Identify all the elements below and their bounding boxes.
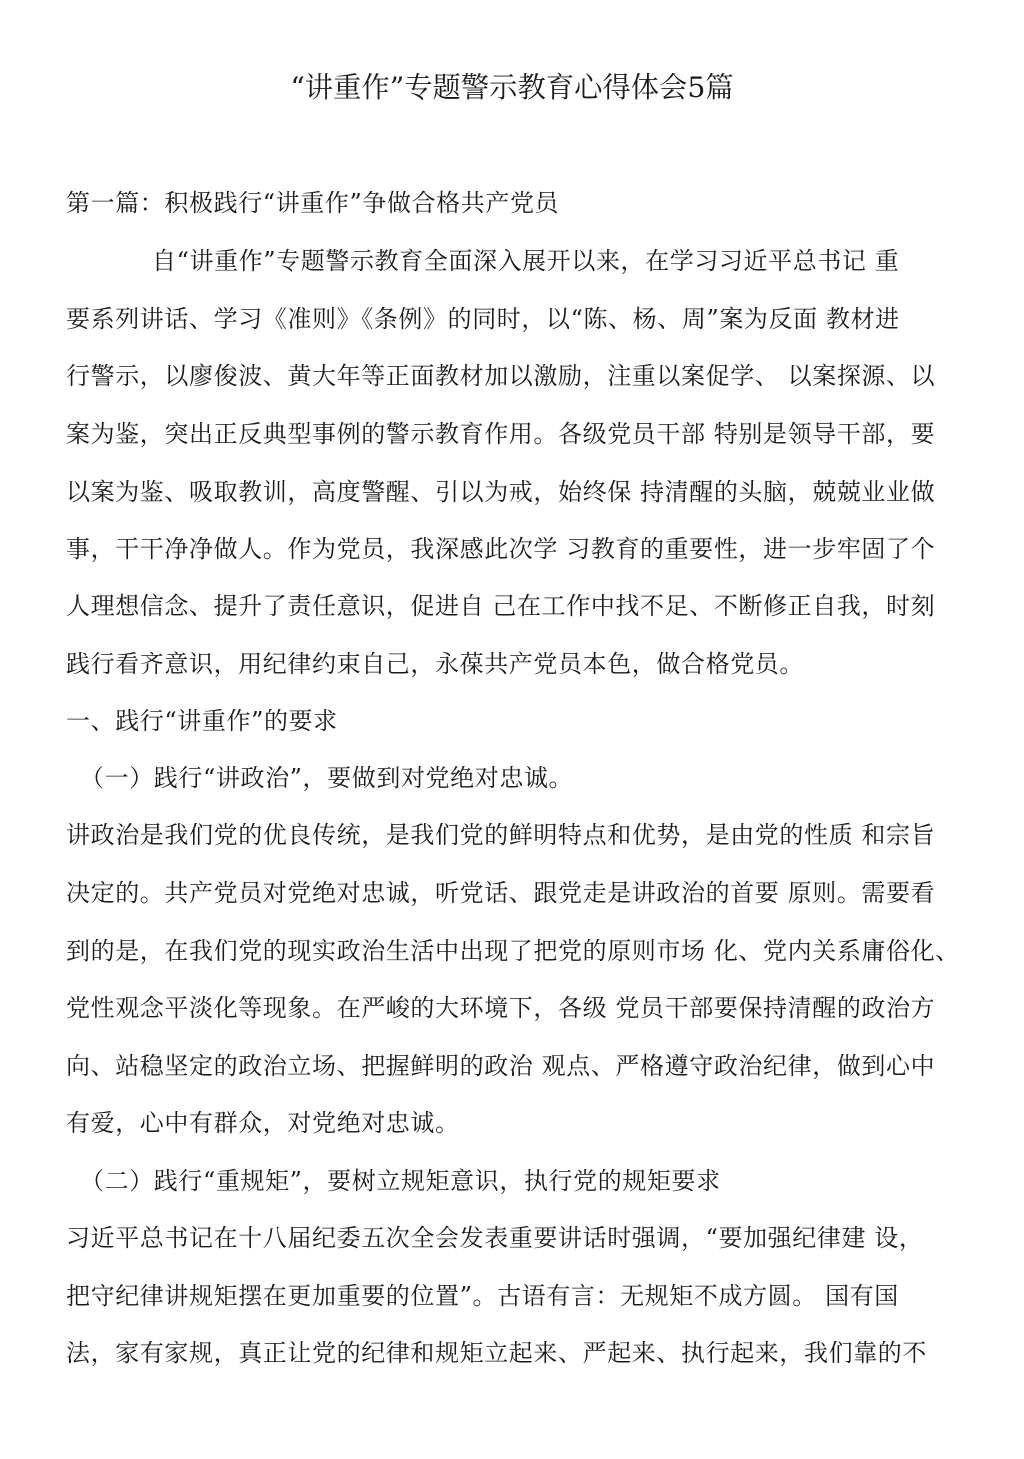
paragraph-line: 法，家有家规，真正让党的纪律和规矩立起来、严起来、执行起来，我们靠的不 [66, 1339, 927, 1367]
paragraph-line: 以案为鉴、吸取教训，高度警醒、引以为戒，始终保 持清醒的头脑，兢兢业业做 [66, 478, 936, 506]
paragraph-line: 向、站稳坚定的政治立场、把握鲜明的政治 观点、严格遵守政治纪律，做到心中 [66, 1052, 936, 1080]
subsection-heading: （二）践行“重规矩”，要树立规矩意识，执行党的规矩要求 [80, 1167, 721, 1195]
section-heading: 一、践行“讲重作”的要求 [66, 707, 338, 735]
paragraph-line: 党性观念平淡化等现象。在严峻的大环境下，各级 党员干部要保持清醒的政治方 [66, 994, 936, 1022]
paragraph-line: 决定的。共产党员对党绝对忠诚，听党话、跟党走是讲政治的首要 原则。需要看 [66, 879, 936, 907]
paragraph-line: 自“讲重作”专题警示教育全面深入展开以来，在学习习近平总书记 重 [152, 247, 900, 275]
paragraph-line: 人理想信念、提升了责任意识，促进自 己在工作中找不足、不断修正自我，时刻 [66, 592, 936, 620]
document-title: “讲重作”专题警示教育心得体会5篇 [290, 71, 734, 104]
paragraph-line: 践行看齐意识，用纪律约束自己，永葆共产党员本色，做合格党员。 [66, 650, 804, 678]
subsection-heading: （一）践行“讲政治”，要做到对党绝对忠诚。 [80, 764, 574, 792]
paragraph-line: 要系列讲话、学习《准则》《条例》的同时，以“陈、杨、周”案为反面 教材进 [66, 305, 900, 333]
paragraph-line: 到的是，在我们党的现实政治生活中出现了把党的原则市场 化、党内关系庸俗化、 [66, 937, 960, 965]
paragraph-line: 习近平总书记在十八届纪委五次全会发表重要讲话时强调，“要加强纪律建 设， [66, 1224, 924, 1252]
section-heading: 第一篇：积极践行“讲重作”争做合格共产党员 [66, 189, 560, 217]
paragraph-line: 讲政治是我们党的优良传统，是我们党的鲜明特点和优势，是由党的性质 和宗旨 [66, 821, 936, 849]
paragraph-line: 行警示，以廖俊波、黄大年等正面教材加以激励，注重以案促学、 以案探源、以 [66, 362, 936, 390]
paragraph-line: 有爱，心中有群众，对党绝对忠诚。 [66, 1109, 460, 1137]
paragraph-line: 事，干干净净做人。作为党员，我深感此次学 习教育的重要性，进一步牢固了个 [66, 535, 936, 563]
paragraph-line: 案为鉴，突出正反典型事例的警示教育作用。各级党员干部 特别是领导干部，要 [66, 420, 936, 448]
paragraph-line: 把守纪律讲规矩摆在更加重要的位置”。古语有言：无规矩不成方圆。 国有国 [66, 1282, 899, 1310]
